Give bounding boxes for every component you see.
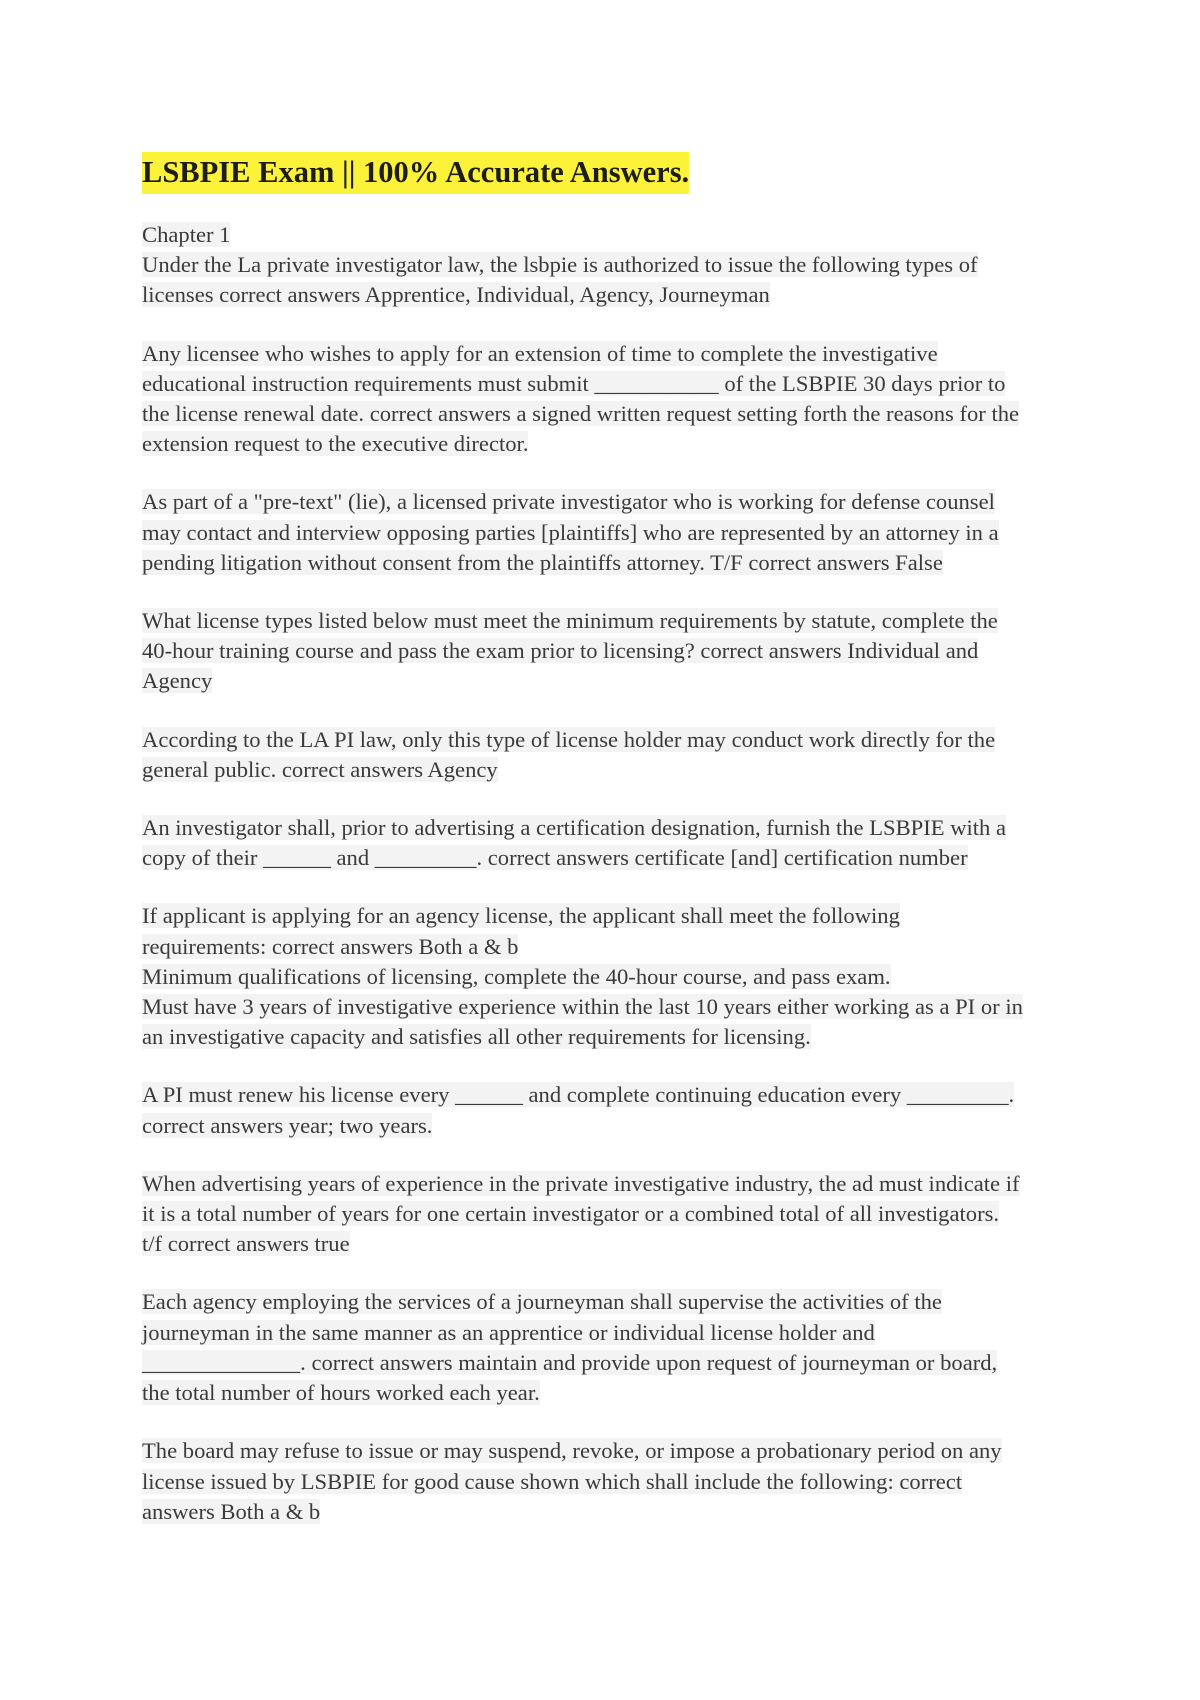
text-line-content: Any licensee who wishes to apply for an extension of time to complete the investigative — [142, 340, 938, 366]
text-line — [142, 1022, 1077, 1052]
text-line — [142, 1111, 1077, 1141]
text-line — [142, 429, 1077, 459]
qa-block — [142, 1080, 1077, 1140]
text-line-content: When advertising years of experience in the private investigative industry, the ad must indicate if — [142, 1170, 1020, 1196]
text-line — [142, 1287, 1077, 1317]
text-line-content: As part of a "pre-text" (lie), a licensed private investigator who is working for defense counsel — [142, 489, 995, 515]
text-line — [142, 813, 1077, 843]
text-line-content: correct answers year; two years. — [142, 1112, 433, 1138]
text-line-content: The board may refuse to issue or may suspend, revoke, or impose a probationary period on any — [142, 1438, 1002, 1464]
text-line — [142, 755, 1077, 785]
text-line-content: ______________. correct answers maintain and provide upon request of journeyman or board, — [142, 1349, 998, 1375]
text-line — [142, 1467, 1077, 1497]
text-line-content: license issued by LSBPIE for good cause shown which shall include the following: correct — [142, 1468, 963, 1494]
text-line-content: copy of their ______ and _________. correct answers certificate [and] certification number — [142, 845, 968, 871]
text-line-content: requirements: correct answers Both a & b — [142, 933, 519, 959]
text-line — [142, 399, 1077, 429]
text-line — [142, 518, 1077, 548]
qa-block — [142, 1169, 1077, 1260]
text-line — [142, 725, 1077, 755]
text-line — [142, 636, 1077, 666]
qa-block — [142, 339, 1077, 460]
qa-block — [142, 606, 1077, 697]
text-line — [142, 606, 1077, 636]
text-line-content: Minimum qualifications of licensing, complete the 40-hour course, and pass exam. — [142, 963, 891, 989]
text-line — [142, 339, 1077, 369]
text-line-content: it is a total number of years for one certain investigator or a combined total of all investigators. — [142, 1201, 1000, 1227]
text-line-content: journeyman in the same manner as an apprentice or individual license holder and — [142, 1319, 875, 1345]
text-line-content: pending litigation without consent from the plaintiffs attorney. T/F correct answers False — [142, 549, 943, 575]
text-line — [142, 220, 1077, 250]
qa-block — [142, 901, 1077, 1052]
text-line-content: an investigative capacity and satisfies all other requirements for licensing. — [142, 1024, 811, 1050]
text-line-content: Each agency employing the services of a journeyman shall supervise the activities of the — [142, 1289, 942, 1315]
text-line — [142, 1497, 1077, 1527]
text-line — [142, 280, 1077, 310]
document-body — [142, 220, 1077, 1527]
document-page — [142, 152, 1077, 1555]
text-line — [142, 932, 1077, 962]
text-line — [142, 1229, 1077, 1259]
text-line-content: the total number of hours worked each year. — [142, 1380, 540, 1406]
text-line — [142, 1348, 1077, 1378]
document-title: LSBPIE Exam || 100% Accurate Answers. — [142, 152, 689, 194]
text-line-content: Chapter 1 — [142, 222, 231, 247]
qa-block — [142, 1287, 1077, 1408]
text-line-content: licenses correct answers Apprentice, Individual, Agency, Journeyman — [142, 282, 770, 308]
text-line — [142, 548, 1077, 578]
text-line — [142, 1378, 1077, 1408]
text-line-content: 40-hour training course and pass the exam prior to licensing? correct answers Individual and — [142, 638, 979, 664]
text-line — [142, 1436, 1077, 1466]
text-line-content: Must have 3 years of investigative experience within the last 10 years either working as a PI or in — [142, 994, 1023, 1020]
text-line-content: t/f correct answers true — [142, 1231, 350, 1257]
text-line — [142, 843, 1077, 873]
text-line — [142, 901, 1077, 931]
qa-block — [142, 1436, 1077, 1527]
text-line-content: educational instruction requirements must submit ___________ of the LSBPIE 30 days prior to — [142, 370, 1006, 396]
qa-block — [142, 220, 1077, 311]
qa-block — [142, 813, 1077, 873]
text-line — [142, 369, 1077, 399]
qa-block — [142, 487, 1077, 578]
text-line — [142, 1318, 1077, 1348]
text-line-content: If applicant is applying for an agency license, the applicant shall meet the following — [142, 903, 900, 929]
text-line — [142, 666, 1077, 696]
text-line-content: A PI must renew his license every ______ and complete continuing education every _________. — [142, 1082, 1015, 1108]
text-line-content: Under the La private investigator law, the lsbpie is authorized to issue the following types of — [142, 252, 978, 278]
text-line — [142, 250, 1077, 280]
text-line — [142, 1169, 1077, 1199]
text-line-content: What license types listed below must meet the minimum requirements by statute, complete the — [142, 608, 998, 634]
text-line-content: general public. correct answers Agency — [142, 756, 498, 782]
text-line — [142, 1199, 1077, 1229]
text-line-content: answers Both a & b — [142, 1498, 321, 1524]
text-line-content: may contact and interview opposing parties [plaintiffs] who are represented by an attorney in a — [142, 519, 999, 545]
text-line-content: An investigator shall, prior to advertising a certification designation, furnish the LSBPIE with a — [142, 815, 1007, 841]
qa-block — [142, 725, 1077, 785]
text-line-content: According to the LA PI law, only this type of license holder may conduct work directly for the — [142, 726, 996, 752]
text-line-content: the license renewal date. correct answers a signed written request setting forth the reasons for the — [142, 401, 1020, 427]
text-line-content: extension request to the executive director. — [142, 431, 529, 457]
text-line — [142, 1080, 1077, 1110]
text-line-content: Agency — [142, 668, 213, 694]
text-line — [142, 992, 1077, 1022]
text-line — [142, 962, 1077, 992]
text-line — [142, 487, 1077, 517]
